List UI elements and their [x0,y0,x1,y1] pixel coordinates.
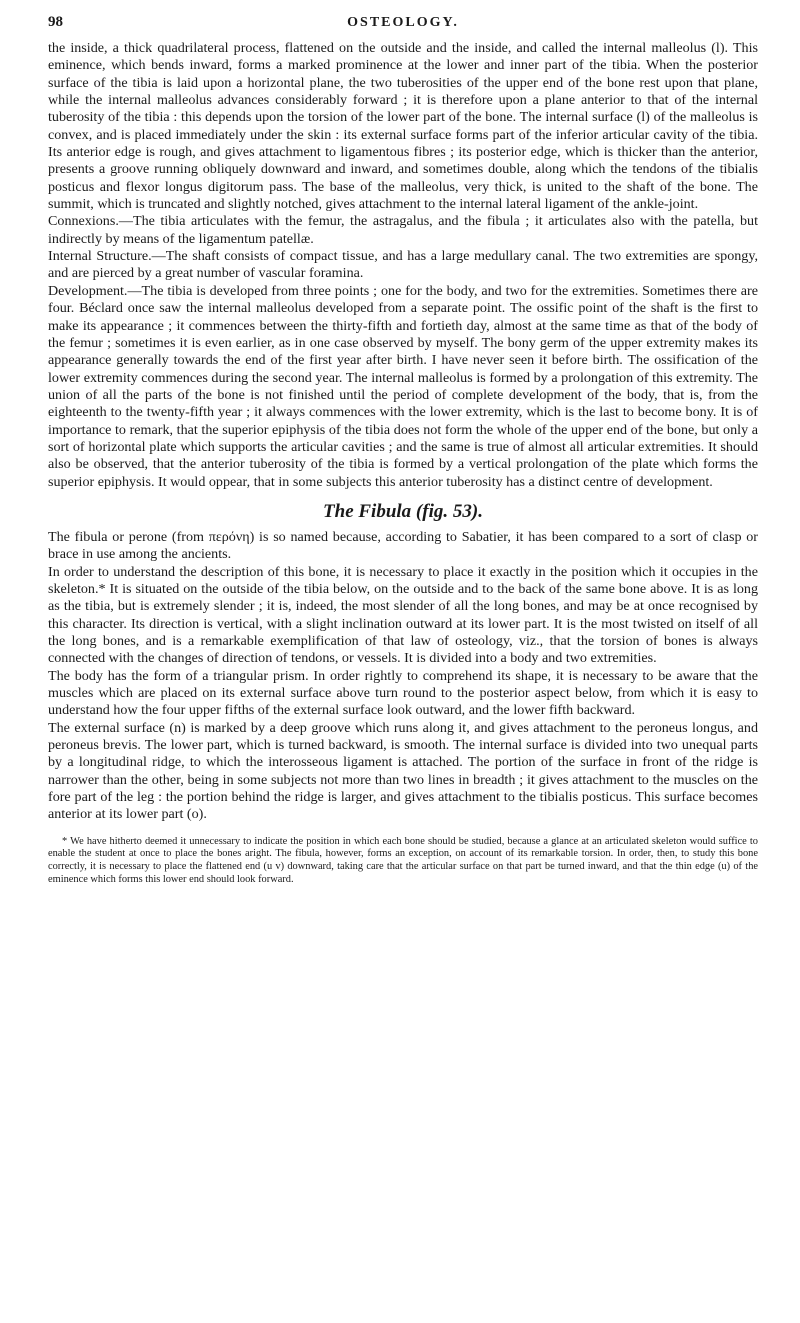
page-number: 98 [48,14,63,30]
tibia-connexions-paragraph: Connexions.—The tibia articulates with the femur, the astragalus, and the fibula ; it articulates also with the patella, but indirectly by means of the ligamentum patellæ. [48,213,758,247]
footnote [48,836,758,886]
body-text [48,40,758,824]
tibia-malleolus-paragraph: the inside, a thick quadrilateral process, flattened on the outside and the inside, and called the internal malleolus (l). This eminence, which bends inward, forms a marked prominence at the lower and inner part of the tibia. When the posterior surface of the tibia is laid upon a horizontal plane, the two tuberosities of the upper end of the bone rest upon that plane, while the internal malleolus advances considerably forward ; it is therefore upon a plane anterior to that of the internal tuberosity of the tibia : this depends upon the torsion of the lower part of the bone. The internal surface (l) of the malleolus is convex, and is placed immediately under the skin : its external surface forms part of the inferior articular cavity of the tibia. Its anterior edge is rough, and gives attachment to ligamentous fibres ; its posterior edge, which is thicker than the anterior, presents a groove running obliquely downward and inward, and sometimes double, along which the tendons of the tibialis posticus and flexor longus digitorum pass. The base of the malleolus, very thick, is united to the shaft of the bone. The summit, which is truncated and slightly notched, gives attachment to the internal lateral ligament of the ankle-joint. [48,40,758,213]
fibula-body-paragraph: The body has the form of a triangular prism. In order rightly to comprehend its shape, it is necessary to be aware that the muscles which are placed on its external surface above turn round to the posterior aspect below, from which it is easy to understand how the four upper fifths of the external surface look outward, and the lower fifth backward. [48,667,758,719]
fibula-heading: The Fibula (fig. 53). [323,500,483,522]
running-title: OSTEOLOGY. [347,15,459,30]
tibia-structure-paragraph: Internal Structure.—The shaft consists of compact tissue, and has a large medullary canal. The two extremities are spongy, and are pierced by a great number of vascular foramina. [48,248,758,282]
fibula-position-paragraph: In order to understand the description of this bone, it is necessary to place it exactly in the position which it occupies in the skeleton.* It is situated on the outside of the tibia below, on the outside and to the back of the same bone above. It is as long as the tibia, but is extremely slender ; it is, indeed, the most slender of all the long bones, and may be at once recognised by this character. Its direction is vertical, with a slight inclination outward at its lower part. It is the most twisted on itself of all the long bones, and is a remarkable exemplification of that law of osteology, viz., that the torsion of bones is always connected with the changes of direction of tendons, or vessels. It is divided into a body and two extremities. [48,563,758,667]
fibula-surface-paragraph: The external surface (n) is marked by a deep groove which runs along it, and gives attachment to the peroneus longus, and peroneus brevis. The lower part, which is turned backward, is smooth. The internal surface is divided into two unequal parts by a longitudinal ridge, to which the interosseous ligament is attached. The portion of the surface in front of the ridge is narrower than the other, being in some subjects not more than two lines in breadth ; it gives attachment to the muscles on the fore part of the leg : the portion behind the ridge is larger, and gives attachment to the tibialis posticus. This surface becomes anterior at its lower part (o). [48,719,758,823]
fibula-intro-paragraph: The fibula or perone (from περόνη) is so named because, according to Sabatier, it has been compared to a sort of clasp or brace in use among the ancients. [48,528,758,563]
running-head [48,14,758,40]
tibia-development-paragraph: Development.—The tibia is developed from three points ; one for the body, and two for the extremities. Sometimes there are four. Béclard once saw the internal malleolus developed from a separate point. The ossific point of the shaft is the first to make its appearance ; it commences between the thirty-fifth and fortieth day, almost at the same time as that of the body of the femur ; sometimes it is even earlier, as in one case observed by myself. The bony germ of the upper extremity makes its appearance generally towards the end of the first year after birth. I have never seen it before birth. The ossification of the lower extremity commences during the second year. The internal malleolus is formed by a prolongation of this extremity. The union of all the parts of the bone is not finished until the period of complete development of the body, that is, from the eighteenth to the twenty-fifth year ; it always commences with the lower extremity, which is the last to become bony. It is of importance to remark, that the superior epiphysis of the tibia does not form the whole of the upper end of the bone, but only a sort of horizontal plate which supports the articular cavities ; and the same is true of almost all articular extremities. It should also be observed, that the anterior tuberosity of the tibia is formed by a vertical prolongation of the plate which forms the superior epiphysis. It would oppear, that in some subjects this anterior tuberosity has a distinct centre of development. [48,282,758,490]
footnote-text: * We have hitherto deemed it unnecessary to indicate the position in which each bone should be studied, because a glance at an articulated skeleton would suffice to enable the student at once to place the bones aright. The fibula, however, forms an exception, on account of its remarkable torsion. In order, then, to study this bone correctly, it is necessary to place the flattened end (u v) downward, taking care that the articular surface on that part be turned inward, and that the thin edge (u) of the eminence which forms this lower end should look forward. [48,835,758,885]
